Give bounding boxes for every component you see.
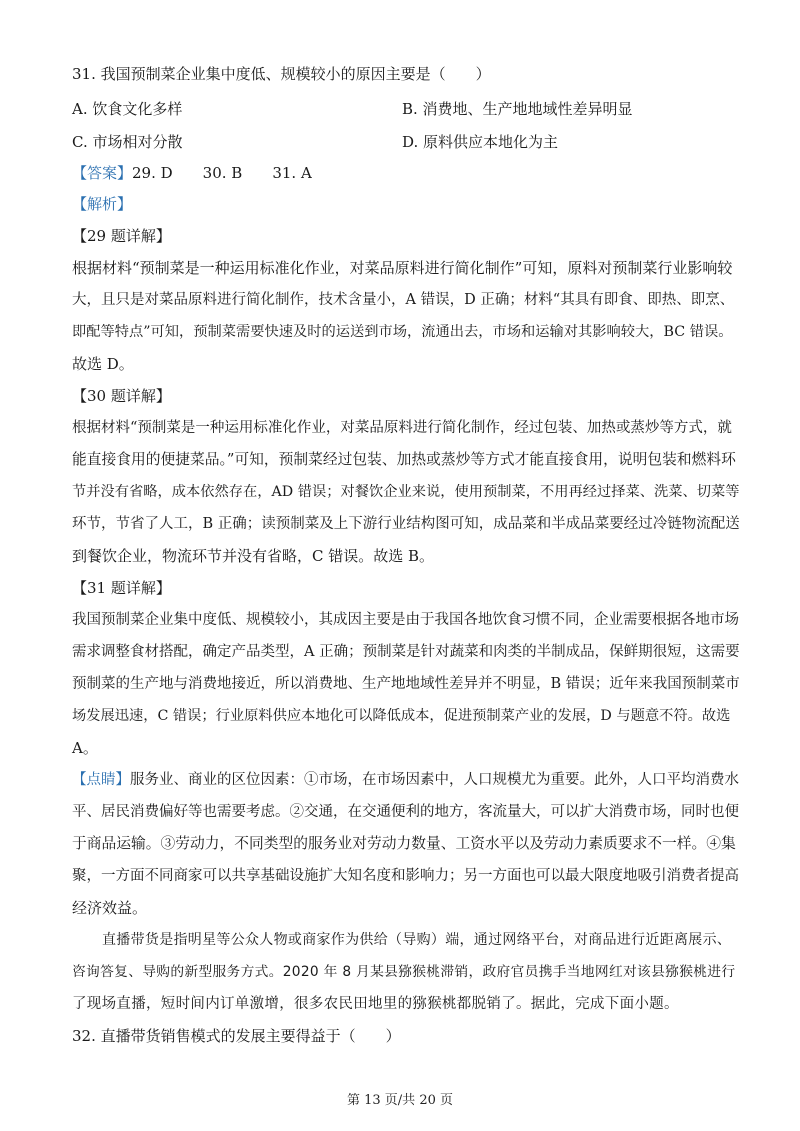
material-line-2: 咨询答复、导购的新型服务方式。2020 年 8 月某县猕猴桃滞销，政府官员携手当地网红对该县猕猴桃进行 (72, 964, 736, 980)
tip-line-5: 经济效益。 (72, 899, 148, 917)
q31-detail-line-3: 预制菜的生产地与消费地接近，所以消费地、生产地地域性差异并不明显，B 错误；近年来我国预制菜市 (72, 676, 740, 692)
q31-detail-line-5: A。 (72, 739, 98, 757)
document-page (72, 0, 740, 1131)
tip-line-4: 聚，一方面不同商家可以共享基础设施扩大知名度和影响力；另一方面也可以最大限度地吸引消费者提高 (72, 868, 739, 884)
question-31-stem: 31. 我国预制菜企业集中度低、规模较小的原因主要是（ ） (72, 65, 491, 83)
answer-item-31: 31. A (272, 164, 312, 182)
page-footer: 第 13 页/共 20 页 (347, 1093, 453, 1108)
tip-text: 服务业、商业的区位因素：①市场，在市场因素中，人口规模尤为重要。此外，人口平均消费水 (130, 772, 739, 788)
tip-tag: 【点睛】 (72, 772, 130, 788)
q31-detail-line-2: 需求调整食材搭配，确定产品类型，A 正确；预制菜是针对蔬菜和肉类的半制成品，保鲜期很短，这需要 (72, 644, 740, 660)
q30-detail-line-2: 能直接食用的便捷菜品。”可知，预制菜经过包装、加热或蒸炒等方式才能直接食用，说明包装和燃料环 (72, 451, 736, 468)
q30-detail-line-5: 到餐饮企业，物流环节并没有省略，C 错误。故选 B。 (72, 547, 435, 565)
material-line-1: 直播带货是指明星等公众人物或商家作为供给（导购）端，通过网络平台，对商品进行近距离展示、 (102, 932, 732, 948)
q30-detail-line-3: 节并没有省略，成本依然存在，AD 错误；对餐饮企业来说，使用预制菜，不用再经过择菜、洗菜、切菜等 (72, 484, 740, 500)
analysis-tag: 【解析】 (72, 195, 133, 213)
answer-row (72, 163, 312, 183)
q31-detail-title: 【31 题详解】 (72, 579, 171, 597)
question-31-option-d: D. 原料供应本地化为主 (402, 133, 559, 151)
answer-item-29: 29. D (132, 164, 173, 182)
question-31-option-b: B. 消费地、生产地地域性差异明显 (402, 100, 633, 118)
q29-detail-line-1: 根据材料“预制菜是一种运用标准化作业，对菜品原料进行简化制作”可知，原料对预制菜行业影响较 (72, 259, 733, 277)
q31-detail-line-1: 我国预制菜企业集中度低、规模较小，其成因主要是由于我国各地饮食习惯不同，企业需要根据各地市场 (72, 612, 739, 628)
answer-tag: 【答案】 (72, 164, 133, 182)
tip-line-2: 平、居民消费偏好等也需要考虑。②交通，在交通便利的地方，客流量大，可以扩大消费市场，同时也便 (72, 804, 739, 820)
tip-line-3: 于商品运输。③劳动力，不同类型的服务业对劳动力数量、工资水平以及劳动力素质要求不一样。④集 (72, 835, 736, 852)
q29-detail-line-3: 即配等特点”可知，预制菜需要快速及时的运送到市场，流通出去，市场和运输对其影响较大，BC 错误。 (72, 324, 733, 340)
q30-detail-line-4: 环节，节省了人工，B 正确；读预制菜及上下游行业结构图可知，成品菜和半成品菜要经过冷链物流配送 (72, 516, 740, 532)
q29-detail-title: 【29 题详解】 (72, 227, 171, 245)
q30-detail-title: 【30 题详解】 (72, 387, 171, 405)
question-31-option-a: A. 饮食文化多样 (72, 100, 183, 118)
question-31-option-c: C. 市场相对分散 (72, 133, 183, 151)
q29-detail-line-4: 故选 D。 (72, 355, 134, 373)
q29-detail-line-2: 大，且只是对菜品原料进行简化制作，技术含量小，A 错误，D 正确；材料“其具有即食、即热、即烹、 (72, 292, 735, 308)
question-32-stem: 32. 直播带货销售模式的发展主要得益于（ ） (72, 1027, 401, 1045)
q30-detail-line-1: 根据材料“预制菜是一种运用标准化作业，对菜品原料进行简化制作，经过包装、加热或蒸炒等方式，就 (72, 420, 732, 436)
q31-detail-line-4: 场发展迅速，C 错误；行业原料供应本地化可以降低成本，促进预制菜产业的发展，D 与题意不符。故选 (72, 708, 731, 724)
material-line-3: 了现场直播，短时间内订单激增，很多农民田地里的猕猴桃都脱销了。据此，完成下面小题。 (72, 996, 679, 1012)
tip-first-line (72, 770, 739, 790)
answer-item-30: 30. B (202, 164, 243, 182)
